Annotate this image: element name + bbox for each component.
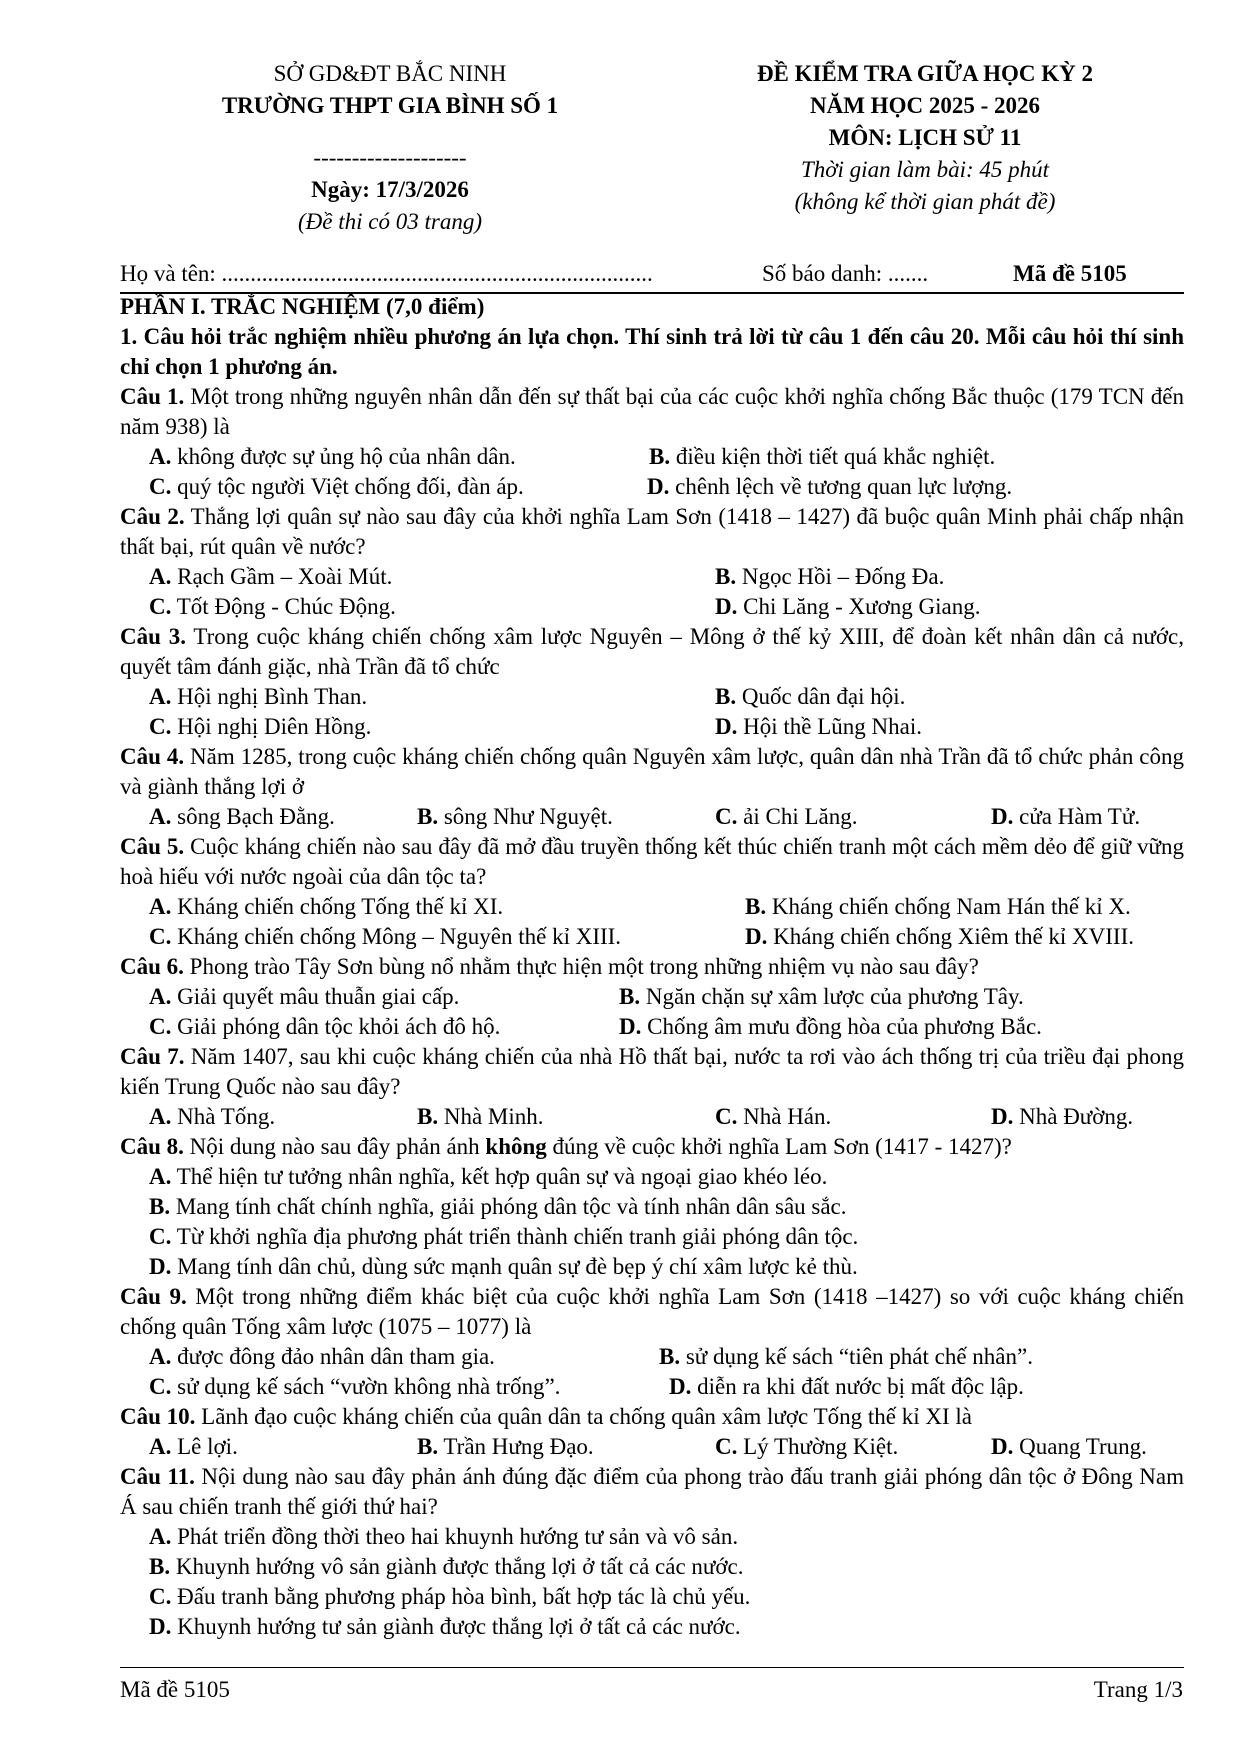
question-6 — [120, 952, 1184, 982]
question-label: Câu 2. — [120, 504, 185, 529]
question-label: Câu 1. — [120, 384, 185, 409]
exam-date: Ngày: 17/3/2026 — [311, 177, 469, 202]
option-c[interactable]: C. Hội nghị Diên Hồng. — [149, 714, 372, 739]
subject: MÔN: LỊCH SỬ 11 — [828, 125, 1022, 150]
options-row — [120, 682, 1184, 712]
option-a[interactable]: A. Thể hiện tư tưởng nhân nghĩa, kết hợp quân sự và ngoại giao khéo léo. — [149, 1164, 828, 1189]
option-c[interactable]: C. Tốt Động - Chúc Động. — [149, 594, 396, 619]
option-a[interactable]: A. Giải quyết mâu thuẫn giai cấp. — [149, 984, 460, 1009]
option-b[interactable]: B. Trần Hưng Đạo. — [417, 1434, 594, 1459]
question-4 — [120, 742, 1184, 802]
options-row — [120, 472, 1184, 502]
options-row — [120, 1372, 1184, 1402]
option-b[interactable]: B. Ngọc Hồi – Đống Đa. — [715, 564, 945, 589]
question-9 — [120, 1282, 1184, 1342]
question-label: Câu 8. — [120, 1134, 184, 1159]
question-11 — [120, 1462, 1184, 1522]
student-name-field[interactable]: Họ và tên: ........................................................................... — [120, 261, 653, 286]
question-text: Nội dung nào sau đây phản ánh đúng đặc điểm của phong trào đấu tranh giải phóng dân tộc ở Đông Nam Á sau chiến tranh thế giới thứ hai? — [120, 1464, 1184, 1519]
options-row — [120, 892, 1184, 922]
question-label: Câu 3. — [120, 624, 186, 649]
footer-divider — [120, 1667, 1184, 1668]
option-a[interactable]: A. Phát triển đồng thời theo hai khuynh hướng tư sản và vô sản. — [149, 1524, 739, 1549]
section-instruction: 1. Câu hỏi trắc nghiệm nhiều phương án lựa chọn. Thí sinh trả lời từ câu 1 đến câu 20. Mỗi câu hỏi thí sinh chỉ chọn 1 phương án. — [120, 324, 1184, 379]
question-8 — [120, 1132, 1184, 1162]
question-text: Trong cuộc kháng chiến chống xâm lược Nguyên – Mông ở thế kỷ XIII, để đoàn kết nhân dân cả nước, quyết tâm đánh giặc, nhà Trần đã tổ chức — [120, 624, 1184, 679]
question-10 — [120, 1402, 1184, 1432]
option-d[interactable]: D. diễn ra khi đất nước bị mất độc lập. — [669, 1374, 1024, 1399]
option-b[interactable]: B. Nhà Minh. — [417, 1104, 544, 1129]
footer-exam-code: Mã đề 5105 — [120, 1677, 230, 1702]
student-info-row — [120, 258, 1180, 290]
question-5 — [120, 832, 1184, 892]
exam-code: Mã đề 5105 — [1013, 261, 1127, 286]
option-a[interactable]: A. Rạch Gầm – Xoài Mút. — [149, 564, 393, 589]
question-label: Câu 4. — [120, 744, 185, 769]
option-b[interactable]: B. Quốc dân đại hội. — [715, 684, 906, 709]
option-c[interactable]: C. Nhà Hán. — [715, 1104, 832, 1129]
option-d[interactable]: D. Mang tính dân chủ, dùng sức mạnh quân sự đè bẹp ý chí xâm lược kẻ thù. — [149, 1254, 858, 1279]
section-title: PHẦN I. TRẮC NGHIỆM (7,0 điểm) — [120, 294, 485, 319]
option-d[interactable]: D. Hội thề Lũng Nhai. — [715, 714, 922, 739]
options-row — [120, 562, 1184, 592]
option-b[interactable]: B. Khuynh hướng vô sản giành được thắng lợi ở tất cả các nước. — [149, 1554, 744, 1579]
option-c[interactable]: C. quý tộc người Việt chống đối, đàn áp. — [149, 474, 524, 499]
question-label: Câu 10. — [120, 1404, 196, 1429]
option-c[interactable]: C. ải Chi Lăng. — [715, 804, 858, 829]
question-text-end: đúng về cuộc khởi nghĩa Lam Sơn (1417 - 1427)? — [546, 1134, 1012, 1159]
question-2 — [120, 502, 1184, 562]
option-a[interactable]: A. sông Bạch Đằng. — [149, 804, 335, 829]
option-b[interactable]: B. sông Như Nguyệt. — [417, 804, 613, 829]
option-d[interactable]: D. chênh lệch về tương quan lực lượng. — [647, 474, 1013, 499]
department-name: SỞ GD&ĐT BẮC NINH — [273, 61, 507, 86]
options-row — [120, 1012, 1184, 1042]
options-row — [120, 982, 1184, 1012]
question-7 — [120, 1042, 1184, 1102]
school-name: TRƯỜNG THPT GIA BÌNH SỐ 1 — [221, 93, 559, 118]
option-d[interactable]: D. Chống âm mưu đồng hòa của phương Bắc. — [619, 1014, 1042, 1039]
option-c[interactable]: C. Đấu tranh bằng phương pháp hòa bình, bất hợp tác là chủ yếu. — [149, 1584, 751, 1609]
option-b[interactable]: B. Mang tính chất chính nghĩa, giải phóng dân tộc và tính nhân dân sâu sắc. — [149, 1194, 847, 1219]
option-a[interactable]: A. Kháng chiến chống Tống thế kỉ XI. — [149, 894, 504, 919]
options-row — [120, 712, 1184, 742]
header-left — [180, 58, 600, 238]
option-d[interactable]: D. Khuynh hướng tư sản giành được thắng lợi ở tất cả các nước. — [149, 1614, 741, 1639]
question-label: Câu 5. — [120, 834, 185, 859]
question-text: Một trong những điểm khác biệt của cuộc khởi nghĩa Lam Sơn (1418 –1427) so với cuộc kháng chiến chống quân Tống xâm lược (1075 – 1077) là — [120, 1284, 1184, 1339]
question-emphasis: không — [485, 1134, 547, 1159]
options-row — [120, 1432, 1184, 1462]
question-text: Phong trào Tây Sơn bùng nổ nhằm thực hiện một trong những nhiệm vụ nào sau đây? — [183, 954, 979, 979]
option-a[interactable]: A. Hội nghị Bình Than. — [149, 684, 368, 709]
exam-content — [120, 292, 1184, 1642]
header-right — [690, 58, 1160, 218]
option-c[interactable]: C. sử dụng kế sách “vườn không nhà trống”. — [149, 1374, 561, 1399]
duration-note: (không kể thời gian phát đề) — [794, 189, 1056, 214]
option-b[interactable]: B. sử dụng kế sách “tiên phát chế nhân”. — [659, 1344, 1033, 1369]
question-text: Một trong những nguyên nhân dẫn đến sự thất bại của các cuộc khởi nghĩa chống Bắc thuộc (179 TCN đến năm 938) là — [120, 384, 1184, 439]
option-d[interactable]: D. cửa Hàm Tử. — [991, 804, 1141, 829]
option-b[interactable]: B. điều kiện thời tiết quá khắc nghiệt. — [649, 444, 996, 469]
exam-title: ĐỀ KIỂM TRA GIỮA HỌC KỲ 2 — [756, 61, 1094, 86]
options-row — [120, 922, 1184, 952]
question-label: Câu 7. — [120, 1044, 185, 1069]
options-row — [120, 442, 1184, 472]
option-a[interactable]: A. không được sự ủng hộ của nhân dân. — [149, 444, 516, 469]
option-d[interactable]: D. Nhà Đường. — [991, 1104, 1134, 1129]
options-row — [120, 802, 1184, 832]
question-text: Lãnh đạo cuộc kháng chiến của quân dân ta chống quân xâm lược Tống thế kỉ XI là — [195, 1404, 972, 1429]
pages-note: (Đề thi có 03 trang) — [298, 209, 482, 234]
option-c[interactable]: C. Lý Thường Kiệt. — [715, 1434, 899, 1459]
option-b[interactable]: B. Ngăn chặn sự xâm lược của phương Tây. — [619, 984, 1024, 1009]
option-b[interactable]: B. Kháng chiến chống Nam Hán thế kỉ X. — [745, 894, 1131, 919]
student-id-field[interactable]: Số báo danh: ....... — [762, 261, 929, 286]
option-c[interactable]: C. Từ khởi nghĩa địa phương phát triển thành chiến tranh giải phóng dân tộc. — [149, 1224, 859, 1249]
question-label: Câu 9. — [120, 1284, 187, 1309]
option-c[interactable]: C. Giải phóng dân tộc khỏi ách đô hộ. — [149, 1014, 501, 1039]
question-text: Cuộc kháng chiến nào sau đây đã mở đầu truyền thống kết thúc chiến tranh một cách mềm dẻo để giữ vững hoà hiếu với nước ngoài của dân tộc ta? — [120, 834, 1185, 889]
option-d[interactable]: D. Kháng chiến chống Xiêm thế kỉ XVIII. — [745, 924, 1134, 949]
question-3 — [120, 622, 1184, 682]
question-text: Năm 1407, sau khi cuộc kháng chiến của nhà Hồ thất bại, nước ta rơi vào ách thống trị của triều đại phong kiến Trung Quốc nào sau đây? — [120, 1044, 1184, 1099]
options-row — [120, 592, 1184, 622]
option-c[interactable]: C. Kháng chiến chống Mông – Nguyên thế kỉ XIII. — [149, 924, 622, 949]
options-row — [120, 1342, 1184, 1372]
option-a[interactable]: A. Lê lợi. — [149, 1434, 238, 1459]
option-d[interactable]: D. Chi Lăng - Xương Giang. — [715, 594, 981, 619]
question-1 — [120, 382, 1184, 442]
question-label: Câu 6. — [120, 954, 184, 979]
school-year: NĂM HỌC 2025 - 2026 — [810, 93, 1040, 118]
options-row — [120, 1102, 1184, 1132]
question-text: Năm 1285, trong cuộc kháng chiến chống quân Nguyên xâm lược, quân dân nhà Trần đã tổ chức phản công và giành thắng lợi ở — [120, 744, 1184, 799]
question-text: Thắng lợi quân sự nào sau đây của khởi nghĩa Lam Sơn (1418 – 1427) đã buộc quân Minh phải chấp nhận thất bại, rút quân về nước? — [120, 504, 1184, 559]
header-dashes: -------------------- — [313, 145, 467, 170]
duration: Thời gian làm bài: 45 phút — [800, 157, 1050, 182]
footer-page-number: Trang 1/3 — [1093, 1677, 1183, 1702]
option-d[interactable]: D. Quang Trung. — [991, 1434, 1147, 1459]
option-a[interactable]: A. Nhà Tống. — [149, 1104, 276, 1129]
question-label: Câu 11. — [120, 1464, 195, 1489]
option-a[interactable]: A. được đông đảo nhân dân tham gia. — [149, 1344, 495, 1369]
question-text: Nội dung nào sau đây phản ánh — [183, 1134, 486, 1159]
